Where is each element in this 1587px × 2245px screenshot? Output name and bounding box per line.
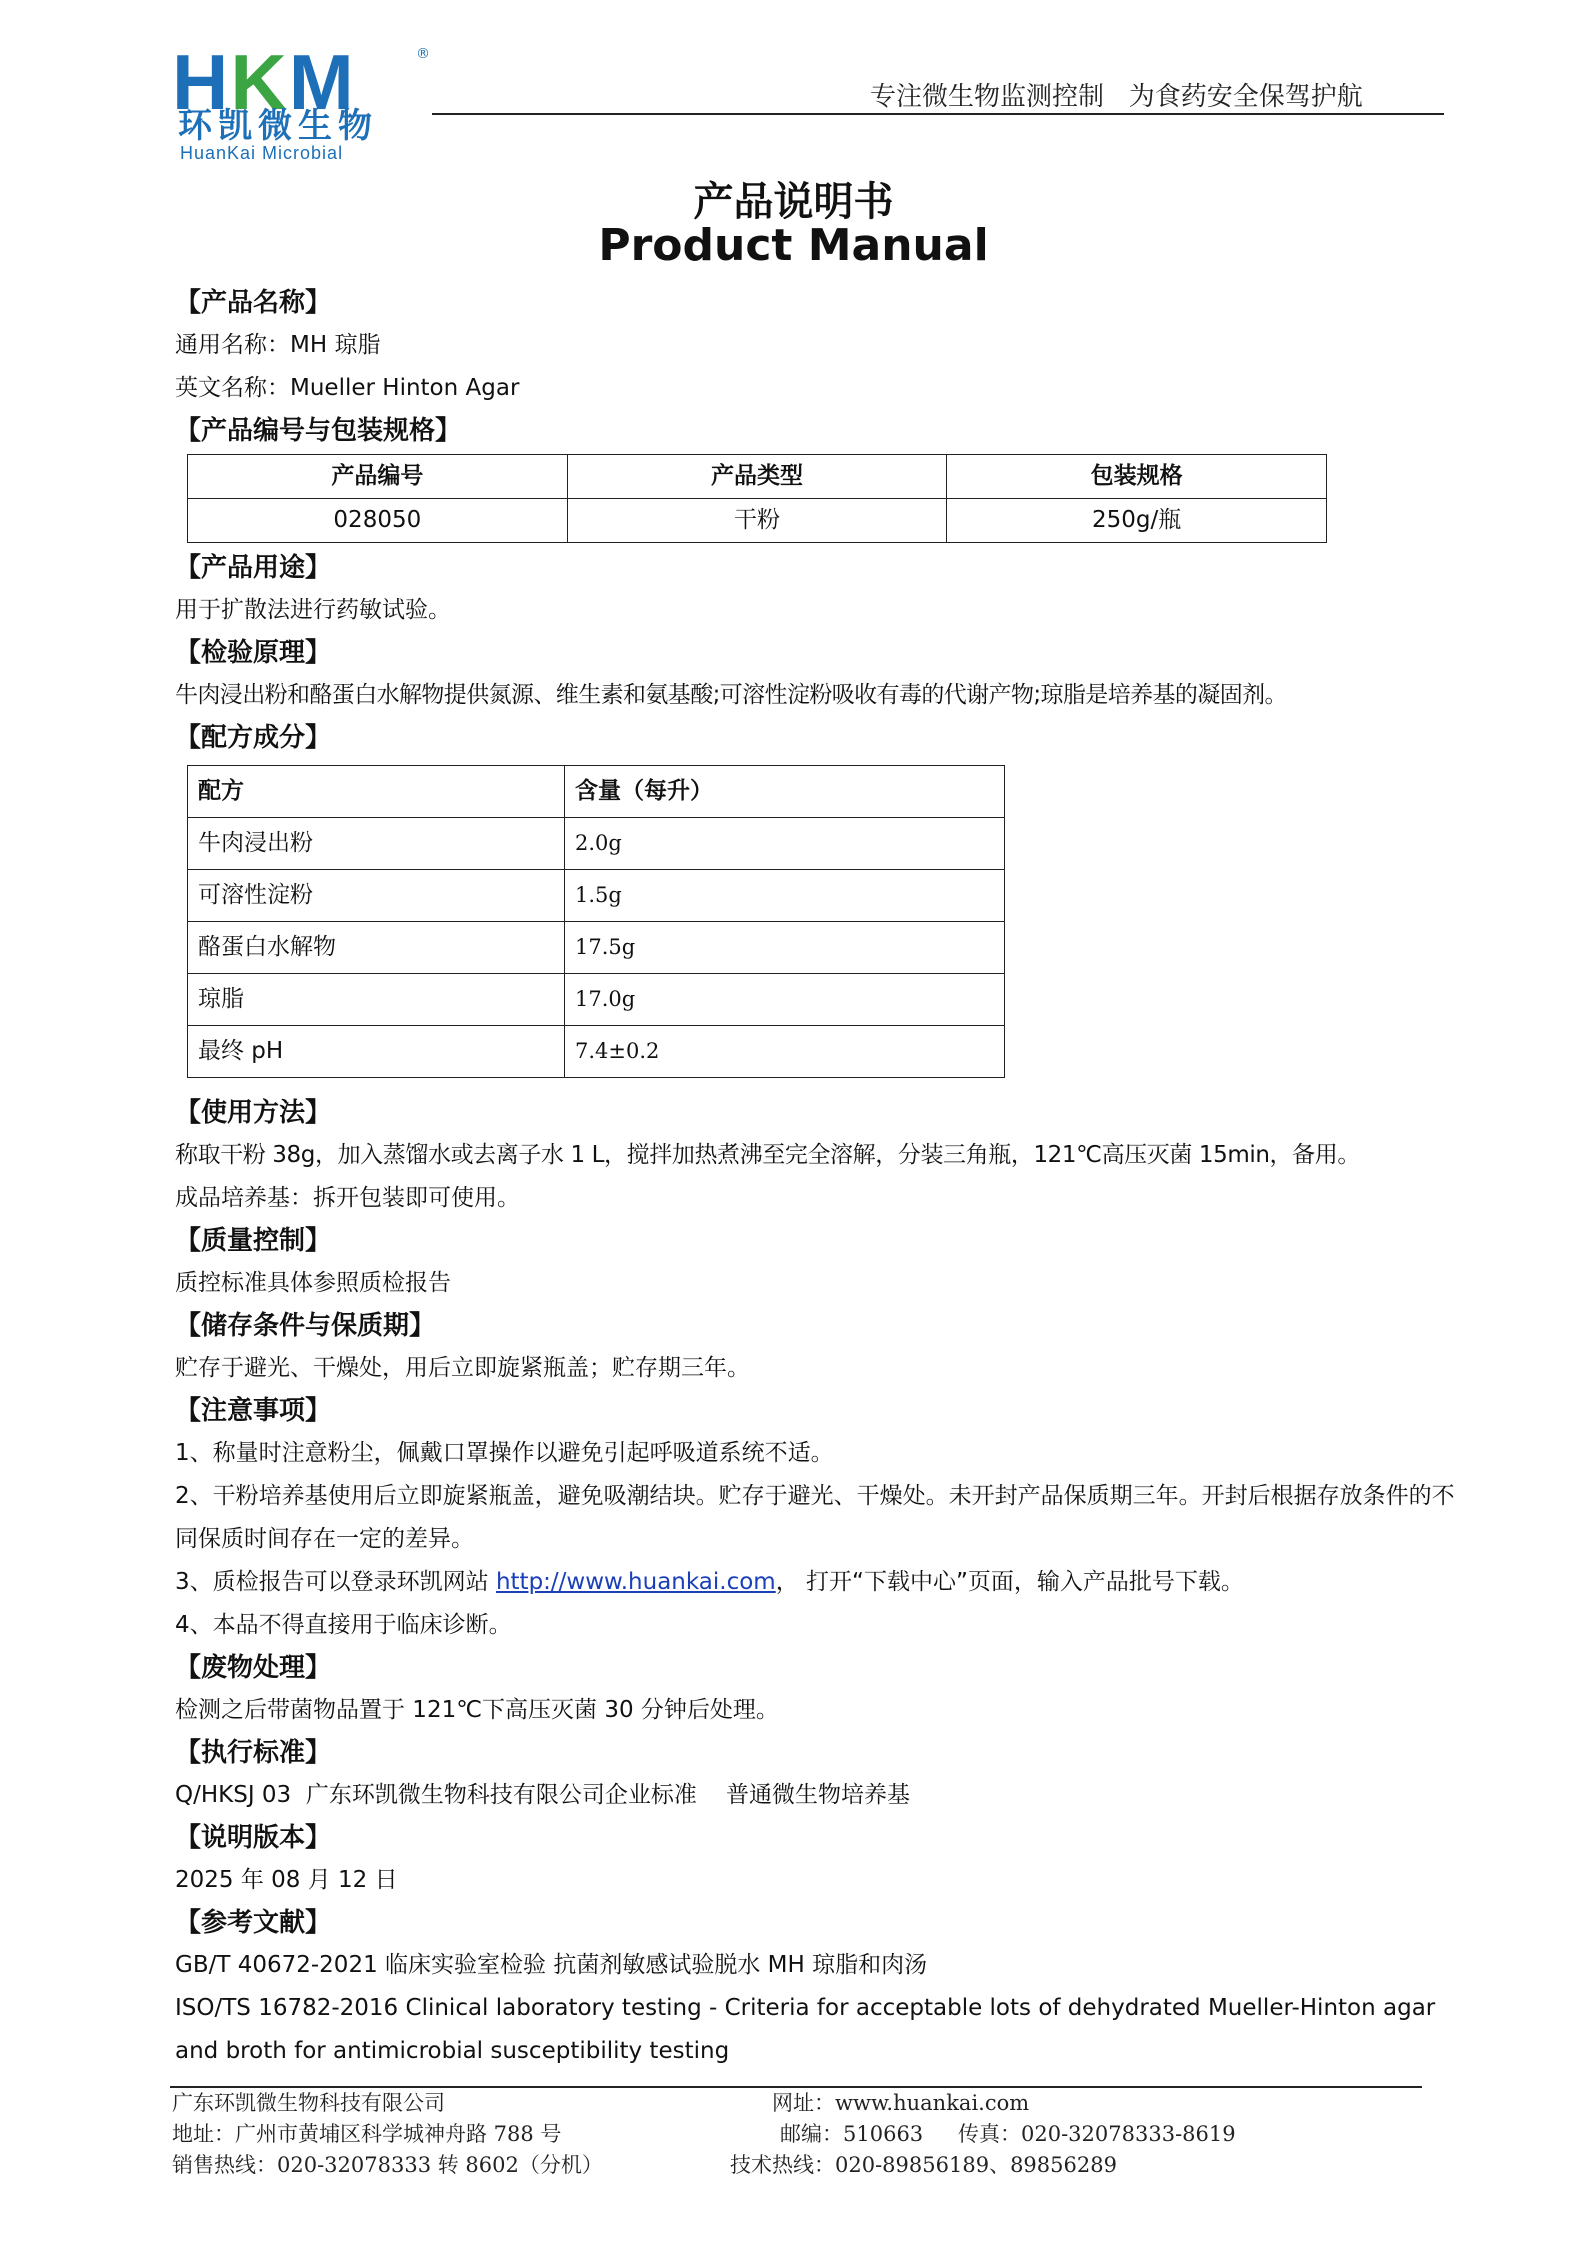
product-type: 干粉 <box>567 499 947 543</box>
usage-text: 用于扩散法进行药敏试验。 <box>175 597 451 623</box>
note-item: 2、干粉培养基使用后立即旋紧瓶盖，避免吸潮结块。贮存于避光、干燥处。未开封产品保质期三年。开封后根据存放条件的不同保质时间存在一定的差异。 <box>175 1483 1455 1552</box>
disposal-text: 检测之后带菌物品置于 121℃下高压灭菌 30 分钟后处理。 <box>175 1697 779 1723</box>
formula-table <box>187 765 1005 1078</box>
table-header-cell: 配方 <box>188 766 565 818</box>
logo-letter-k: K <box>230 38 289 126</box>
ingredient-name: 可溶性淀粉 <box>188 870 565 922</box>
method-text: 成品培养基：拆开包装即可使用。 <box>175 1185 520 1211</box>
ingredient-name: 琼脂 <box>188 974 565 1026</box>
table-row <box>188 870 1005 922</box>
note-item: 4、本品不得直接用于临床诊断。 <box>175 1612 512 1638</box>
ingredient-amount: 17.0g <box>565 974 1005 1026</box>
section-title-notes: 【注意事项】 <box>175 1396 332 1426</box>
ingredient-name: 牛肉浸出粉 <box>188 818 565 870</box>
table-header-cell: 产品类型 <box>567 455 947 499</box>
section-title-version: 【说明版本】 <box>175 1823 332 1853</box>
table-row <box>188 1026 1005 1078</box>
common-name: 通用名称：MH 琼脂 <box>175 332 381 358</box>
package-spec: 250g/瓶 <box>947 499 1327 543</box>
ingredient-amount: 7.4±0.2 <box>565 1026 1005 1078</box>
logo-chinese-name: 环凯微生物 <box>178 106 378 146</box>
principle-text: 牛肉浸出粉和酪蛋白水解物提供氮源、维生素和氨基酸;可溶性淀粉吸收有毒的代谢产物;琼脂是培养基的凝固剂。 <box>175 682 1287 708</box>
method-text: 称取干粉 38g，加入蒸馏水或去离子水 1 L，搅拌加热煮沸至完全溶解，分装三角瓶，121℃高压灭菌 15min，备用。 <box>175 1142 1360 1168</box>
ingredient-amount: 17.5g <box>565 922 1005 974</box>
page-title-cn: 产品说明书 <box>693 179 894 225</box>
footer-website: 网址：www.huankai.com <box>772 2091 1030 2115</box>
table-header-cell: 含量（每升） <box>565 766 1005 818</box>
storage-text: 贮存于避光、干燥处，用后立即旋紧瓶盖；贮存期三年。 <box>175 1355 750 1381</box>
logo-letter-h: H <box>172 38 231 126</box>
page-title-en: Product Manual <box>598 220 989 271</box>
footer-company: 广东环凯微生物科技有限公司 <box>172 2091 445 2115</box>
table-header-cell: 产品编号 <box>188 455 568 499</box>
product-code: 028050 <box>188 499 568 543</box>
section-title-formula: 【配方成分】 <box>175 723 332 753</box>
section-title-principle: 【检验原理】 <box>175 638 332 668</box>
section-title-storage: 【储存条件与保质期】 <box>175 1311 436 1341</box>
website-link[interactable]: http://www.huankai.com <box>495 1569 776 1595</box>
registered-mark: ® <box>416 46 430 62</box>
footer-postcode: 邮编：510663 <box>780 2122 924 2146</box>
reference-item: GB/T 40672-2021 临床实验室检验 抗菌剂敏感试验脱水 MH 琼脂和肉汤 <box>175 1952 928 1978</box>
table-header-cell: 包装规格 <box>947 455 1327 499</box>
footer-tech-hotline: 技术热线：020-89856189、89856289 <box>730 2153 1117 2177</box>
logo-english-name: HuanKai Microbial <box>180 143 344 163</box>
section-title-references: 【参考文献】 <box>175 1908 332 1938</box>
note-item <box>175 1561 1455 1604</box>
footer-fax: 传真：020-32078333-8619 <box>958 2122 1236 2146</box>
version-date: 2025 年 08 月 12 日 <box>175 1867 398 1893</box>
section-title-standard: 【执行标准】 <box>175 1738 332 1768</box>
section-title-method: 【使用方法】 <box>175 1098 332 1128</box>
quality-text: 质控标准具体参照质检报告 <box>175 1270 451 1296</box>
note-text: 3、质检报告可以登录环凯网站 <box>175 1569 496 1595</box>
section-title-name: 【产品名称】 <box>175 288 332 318</box>
table-row <box>188 974 1005 1026</box>
section-title-disposal: 【废物处理】 <box>175 1653 332 1683</box>
header-divider <box>432 113 1444 115</box>
footer-address: 地址：广州市黄埔区科学城神舟路 788 号 <box>172 2122 562 2146</box>
logo-letter-m: M <box>288 38 356 126</box>
english-name: 英文名称：Mueller Hinton Agar <box>175 375 520 401</box>
section-title-quality: 【质量控制】 <box>175 1226 332 1256</box>
note-text: ， 打开“下载中心”页面，输入产品批号下载。 <box>775 1569 1244 1595</box>
standard-text: Q/HKSJ 03 广东环凯微生物科技有限公司企业标准 普通微生物培养基 <box>175 1782 911 1808</box>
ingredient-name: 酪蛋白水解物 <box>188 922 565 974</box>
ingredient-amount: 2.0g <box>565 818 1005 870</box>
reference-item: ISO/TS 16782-2016 Clinical laboratory testing - Criteria for acceptable lots of dehydrated Mueller-Hinton agar and broth for antimicrobial susceptibility testing <box>175 1995 1436 2064</box>
section-title-usage: 【产品用途】 <box>175 553 332 583</box>
table-header-row <box>188 455 1327 499</box>
table-header-row <box>188 766 1005 818</box>
footer-sales-hotline: 销售热线：020-32078333 转 8602（分机） <box>172 2153 603 2177</box>
table-row <box>188 922 1005 974</box>
package-table <box>187 454 1327 543</box>
table-row <box>188 818 1005 870</box>
manual-content <box>175 282 1455 2073</box>
slogan: 专注微生物监测控制 为食药安全保驾护航 <box>870 82 1363 112</box>
note-item: 1、称量时注意粉尘，佩戴口罩操作以避免引起呼吸道系统不适。 <box>175 1440 834 1466</box>
ingredient-amount: 1.5g <box>565 870 1005 922</box>
section-title-package: 【产品编号与包装规格】 <box>175 416 462 446</box>
ingredient-name: 最终 pH <box>188 1026 565 1078</box>
table-row <box>188 499 1327 543</box>
